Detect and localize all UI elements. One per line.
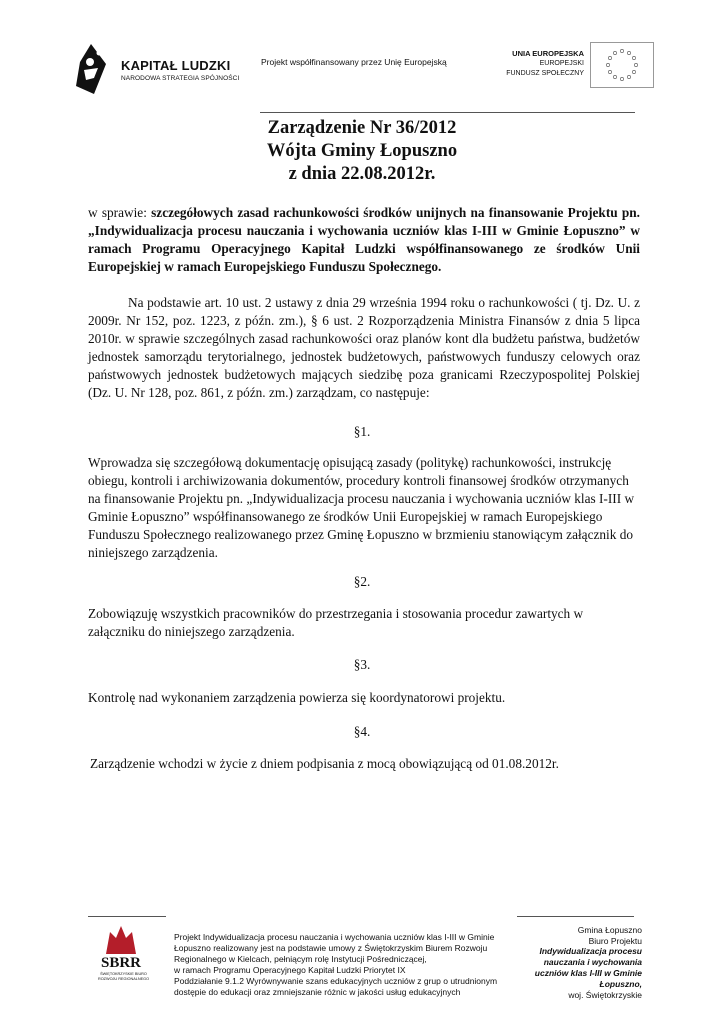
section-text-2: Zobowiązuję wszystkich pracowników do przestrzegania i stosowania procedur zawartych w załączniku do niniejszego zarządzenia. [88, 606, 584, 639]
footer-left-line: Poddziałanie 9.1.2 Wyrównywanie szans edukacyjnych uczniów z grup o utrudnionym [174, 976, 498, 986]
footer-divider-right [517, 916, 634, 917]
section-text-1: Wprowadza się szczegółową dokumentację opisującą zasady (politykę) rachunkowości, instrukcję obiegu, kontroli i archiwizowania dokumentów, procedury kontroli finansowej środków otrzymanych na finansowanie Projektu pn. „Indywidualizacja procesu nauczania i wychowania uczniów klas I-III w Gminie Łopuszno” współfinansowanego ze środków Unii Europejskiej w ramach Europejskiego Funduszu Społecznego realizowanego przez Gminę Łopuszno w brzmieniu stanowiącym załącznik do niniejszego zarządzenia. [88, 455, 635, 560]
document-title-line3: z dnia 22.08.2012r. [288, 164, 436, 184]
document-title-line2: Wójta Gminy Łopuszno [266, 141, 458, 161]
legal-basis-paragraph: Na podstawie art. 10 ust. 2 ustawy z dnia 29 września 1994 roku o rachunkowości ( tj. Dz. U. z 2009r. Nr 152, poz. 1223, z późn. zm.), § 6 ust. 2 Rozporządzenia Ministra Finansów z dnia 5 lipca 2010r. w sprawie szczególnych zasad rachunkowości oraz planów kont dla budżetu państwa, budżetów jednostek samorządu terytorialnego, jednostek budżetowych, państwowych funduszy celowych oraz państwowych jednostek budżetowych mających siedzibę poza granicami Rzeczypospolitej Polskiej (Dz. U. Nr 128, poz. 861, z późn. zm.) zarządzam, co następuje: [88, 295, 640, 400]
eu-flag-icon [590, 42, 654, 88]
footer-left-line: Regionalnego w Kielcach, pełniącym rolę Instytucji Pośredniczącej, [174, 954, 427, 964]
sbrr-caption: ŚWIĘTOKRZYSKIE BIURO ROZWOJU REGIONALNEGO [97, 972, 150, 981]
eu-label-line1: UNIA EUROPEJSKA [512, 49, 584, 58]
footer-left-line: w ramach Programu Operacyjnego Kapitał Ludzki Priorytet IX [174, 965, 406, 975]
section-mark-2: §2. [353, 574, 371, 589]
kapital-ludzki-subtitle: NARODOWA STRATEGIA SPÓJNOŚCI [121, 75, 240, 82]
footer-left-line: Łopuszno realizowany jest na podstawie umowy z Świętokrzyskim Biurem Rozwoju [174, 943, 488, 953]
footer-right-line: Łopuszno, [599, 979, 642, 989]
subject-lead: w sprawie: [88, 205, 152, 220]
footer-right-line: uczniów klas I-III w Gminie [534, 968, 642, 978]
header-divider [260, 112, 635, 113]
footer-right-line: Indywidualizacja procesu [539, 946, 642, 956]
footer-divider-left [88, 916, 166, 917]
footer-right-line: Gmina Łopuszno [577, 925, 642, 935]
eu-label-line3: FUNDUSZ SPOŁECZNY [506, 70, 584, 77]
sbrr-logo-text: SBRR [100, 955, 142, 970]
section-mark-1: §1. [353, 424, 371, 439]
subject-paragraph [88, 204, 640, 276]
cofunded-note: Projekt współfinansowany przez Unię Europejską [261, 57, 447, 67]
kapital-ludzki-title: KAPITAŁ LUDZKI [121, 58, 231, 73]
footer-right-line: woj. Świętokrzyskie [568, 990, 642, 1000]
kapital-ludzki-logo-icon [76, 44, 106, 94]
eu-label-line2: EUROPEJSKI [539, 60, 584, 67]
section-text-3: Kontrolę nad wykonaniem zarządzenia powierza się koordynatorowi projektu. [88, 690, 506, 705]
section-text-4: Zarządzenie wchodzi w życie z dniem podpisania z mocą obowiązującą od 01.08.2012r. [90, 756, 559, 771]
document-title-line1: Zarządzenie Nr 36/2012 [267, 118, 457, 138]
footer-right-line: Biuro Projektu [588, 936, 642, 946]
subject-text: szczegółowych zasad rachunkowości środków unijnych na finansowanie Projektu pn. „Indywidualizacja procesu nauczania i wychowania uczniów klas I-III w Gminie Łopuszno” w ramach Programu Operacyjnego Kapitał Ludzki współfinansowanego ze środków Unii Europejskiej w ramach Europejskiego Funduszu Społecznego. [88, 205, 641, 274]
section-mark-4: §4. [353, 724, 371, 739]
footer-left-line: dostępie do edukacji oraz zmniejszanie różnic w jakości usług edukacyjnych [174, 987, 461, 997]
sbrr-logo-icon [96, 924, 146, 970]
section-mark-3: §3. [353, 657, 371, 672]
footer-left-line: Projekt Indywidualizacja procesu nauczania i wychowania uczniów klas I-III w Gminie [174, 932, 495, 942]
footer-right-line: nauczania i wychowania [543, 957, 642, 967]
